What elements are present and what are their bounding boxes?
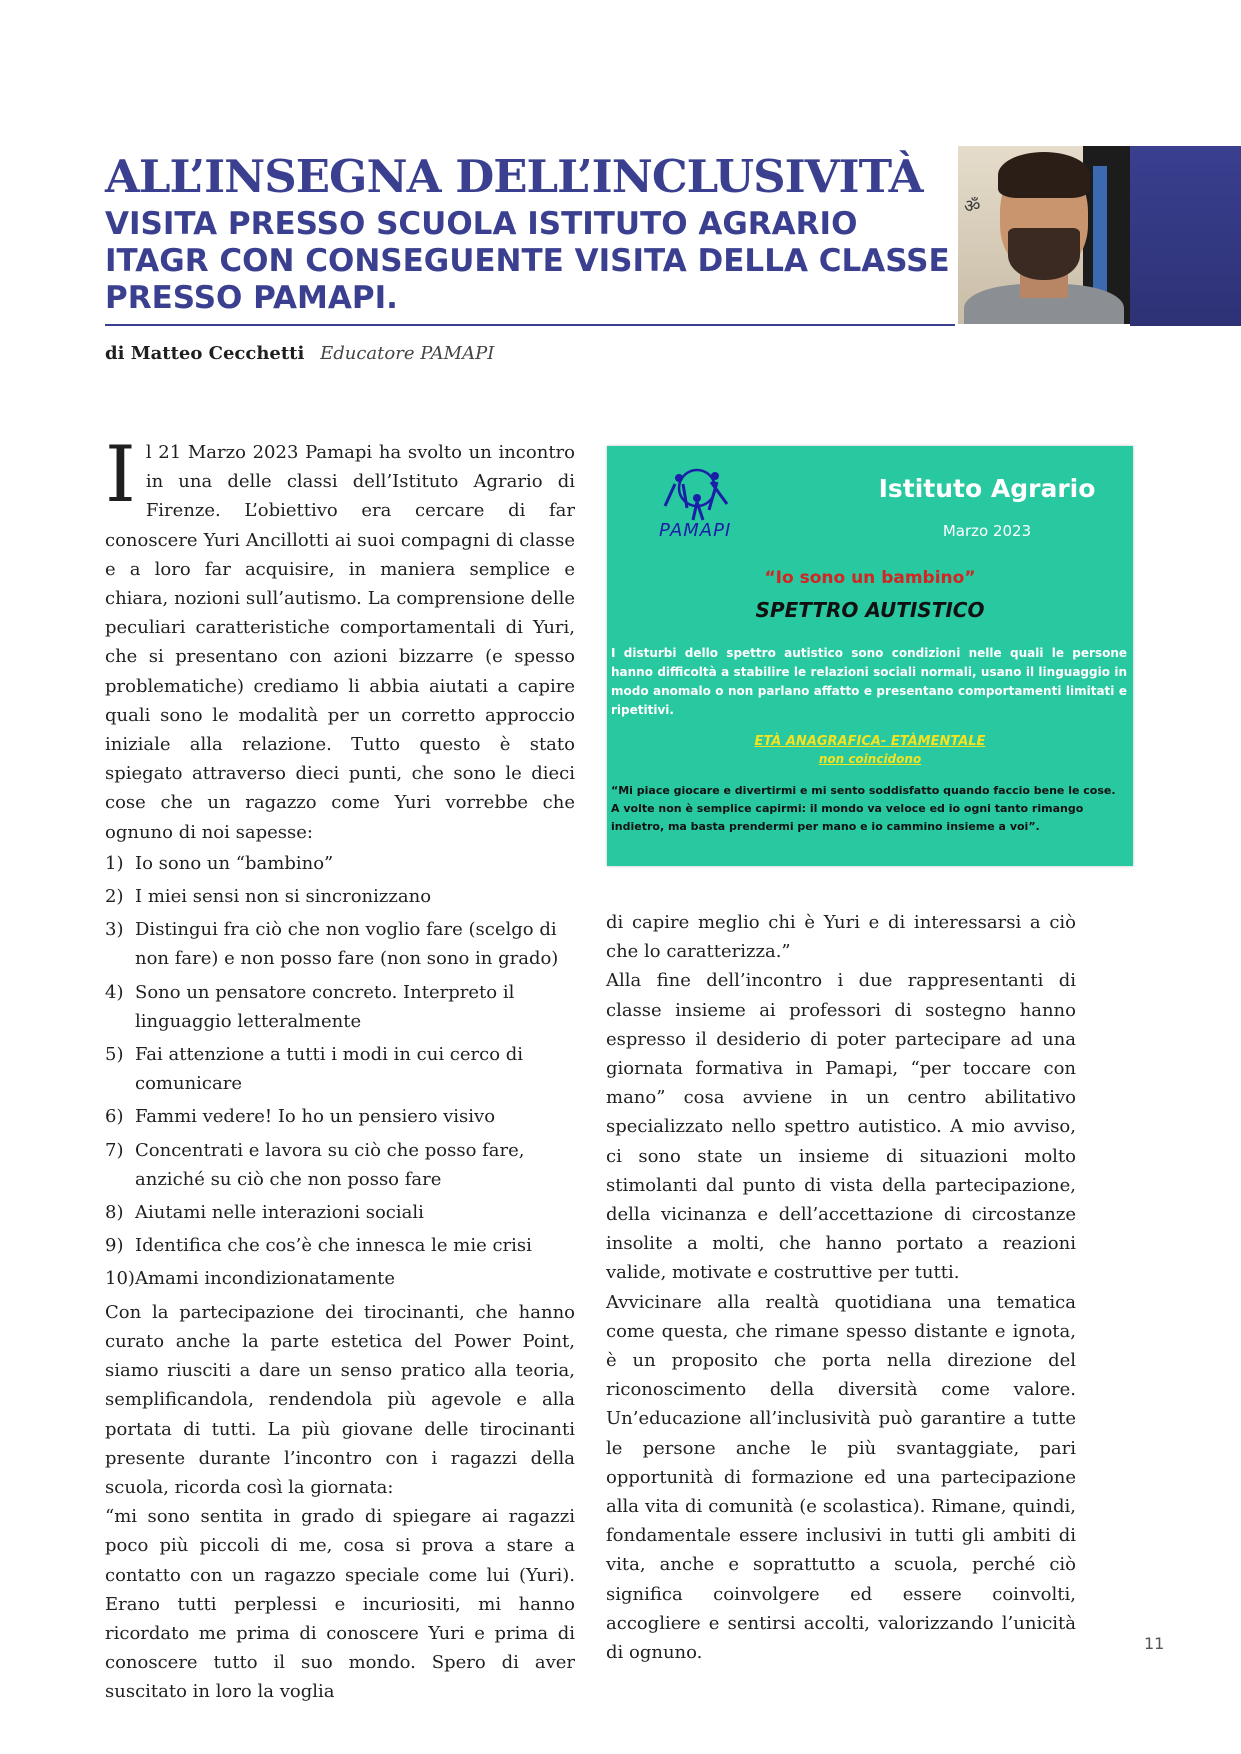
left-column [105, 430, 575, 1707]
list-item-text: Io sono un “bambino” [135, 852, 334, 874]
list-item [105, 1264, 575, 1293]
list-item-number: 9) [105, 1235, 124, 1257]
slide-title: Istituto Agrario [878, 474, 1096, 503]
intro-paragraph [105, 430, 575, 847]
author-role: Educatore PAMAPI [320, 343, 495, 364]
slide-quote: “Io sono un bambino” [764, 568, 976, 588]
list-item-text: I miei sensi non si sincronizzano [135, 886, 432, 908]
photo-hair [998, 152, 1090, 198]
slide-description: I disturbi dello spettro autistico sono condizioni nelle quali le persone hanno difficoltà a stabilire le relazioni sociali normali, usano il linguaggio in modo anomalo o non parlano affatto e presentano comportamenti limitati e ripetitivi. [611, 646, 1127, 717]
pamapi-logo-icon [657, 464, 737, 522]
photo-wall-symbol: ॐ [964, 196, 981, 217]
list-item-number: 6) [105, 1106, 124, 1128]
list-item [105, 978, 575, 1036]
list-item-number: 7) [105, 1139, 124, 1161]
list-item-number: 4) [105, 981, 124, 1003]
list-item-text: Sono un pensatore concreto. Interpreto il linguaggio letteralmente [135, 981, 515, 1032]
slide-heading: SPETTRO AUTISTICO [755, 598, 985, 622]
list-item [105, 849, 575, 878]
list-item [105, 915, 575, 973]
list-item-number: 2) [105, 886, 124, 908]
photo-beard [1008, 228, 1080, 280]
list-item [105, 882, 575, 911]
intro-text: l 21 Marzo 2023 Pamapi ha svolto un incontro in una delle classi dell’Istituto Agrario di Firenze. L’obiettivo era cercare di far conoscere Yuri Ancillotti ai suoi compagni di classe e a loro far acquisire, in maniera semplice e chiara, nozioni sull’autismo. La comprensione delle peculiari caratteristiche comportamentali di Yuri, che si presentano con azioni bizzarre (e spesso problematiche) crediamo li abbia aiutati a capire quali sono le modalità per un corretto approccio iniziale alla relazione. Tutto questo è stato spiegato attraverso dieci punti, che sono le dieci cose che un ragazzo come Yuri vorrebbe che ognuno di noi sapesse: [105, 442, 575, 843]
list-item-text: Fai attenzione a tutti i modi in cui cerco di comunicare [135, 1044, 524, 1095]
page-number: 11 [1144, 1634, 1165, 1653]
list-item-number: 10) [105, 1268, 135, 1290]
slide-age-line: ETÀ ANAGRAFICA- ETÀMENTALE [754, 734, 986, 749]
list-item [105, 1198, 575, 1227]
author-photo [958, 146, 1130, 324]
slide-date: Marzo 2023 [942, 522, 1032, 540]
fine-incontro-paragraph: Alla fine dell’incontro i due rappresentanti di classe insieme ai professori di sostegno hanno espresso il desiderio di poter partecipare ad una giornata formativa in Pamapi, “per toccare con mano” cosa avviene in un centro abilitativo specializzato nello spettro autistico. A mio avviso, ci sono state un insieme di situazioni molto stimolanti dal punto di vista della partecipazione, della vicinanza e dell’accettazione di circostanze insolite a molti, che hanno portato a reazioni valide, motivate e costruttive per tutti. [606, 970, 1076, 1284]
right-column [606, 908, 1076, 1667]
list-item-number: 3) [105, 919, 124, 941]
byline [105, 343, 494, 364]
list-item [105, 1102, 575, 1131]
list-item-text: Aiutami nelle interazioni sociali [135, 1202, 424, 1224]
quote-paragraph: “mi sono sentita in grado di spiegare ai ragazzi poco più piccoli di me, cosa si prova a stare a contatto con un ragazzo speciale come lui (Yuri). Erano tutti perplessi e incuriositi, mi hanno ricordato me prima di conoscere Yuri e prima di conoscere tutto il suo mondo. Spero di aver suscitato in loro la voglia [105, 1506, 575, 1703]
quote-continuation: di capire meglio chi è Yuri e di interessarsi a ciò che lo caratterizza.” [606, 912, 1076, 963]
list-item-text: Concentrati e lavora su ciò che posso fare, anziché su ciò che non posso fare [135, 1139, 525, 1190]
list-item-number: 8) [105, 1202, 124, 1224]
header-divider [105, 324, 955, 326]
powerpoint-slide-image [607, 446, 1133, 866]
slide-logo-text: PAMAPI [659, 520, 732, 541]
list-item-text: Identifica che cos’è che innesca le mie crisi [135, 1235, 532, 1257]
list-item-number: 5) [105, 1044, 124, 1066]
list-item-number: 1) [105, 852, 124, 874]
list-item [105, 1040, 575, 1098]
list-item-text: Fammi vedere! Io ho un pensiero visivo [135, 1106, 496, 1128]
list-item [105, 1231, 575, 1260]
article-title: ALL’INSEGNA DELL’INCLUSIVITÀ [105, 150, 923, 203]
tirocinanti-paragraph: Con la partecipazione dei tirocinanti, che hanno curato anche la parte estetica del Power Point, siamo riusciti a dare un senso pratico alla teoria, semplificandola, rendendola più agevole e alla portata di tutti. La più giovane delle tirocinanti presente durante l’incontro con i ragazzi della scuola, ricorda così la giornata: [105, 1301, 575, 1498]
list-item-text: Amami incondizionatamente [135, 1268, 396, 1290]
article-subtitle: VISITA PRESSO SCUOLA ISTITUTO AGRARIO ITAGR CON CONSEGUENTE VISITA DELLA CLASSE PRESSO PAMAPI. [105, 206, 950, 316]
author-name: di Matteo Cecchetti [105, 343, 305, 364]
ten-points-list [105, 849, 575, 1294]
list-item [105, 1136, 575, 1194]
corner-color-band [1130, 146, 1241, 326]
avvicinare-paragraph: Avvicinare alla realtà quotidiana una tematica come questa, che rimane spesso distante e ignota, è un proposito che porta nella direzione del riconoscimento della diversità come valore. Un’educazione all’inclusività può garantire a tutte le persone anche le più svantaggiate, pari opportunità di formazione ed una partecipazione alla vita di comunità (e scolastica). Rimane, quindi, fondamentale essere inclusivi in tutti gli ambiti di vita, anche e soprattutto a scuola, perché ciò significa coinvolgere ed essere coinvolti, accogliere e sentirsi accolti, valorizzando l’unicità di ognuno. [606, 1291, 1076, 1664]
drop-cap: I [105, 430, 136, 520]
slide-age-subline: non coincidono [818, 752, 922, 766]
slide-quote-body: “Mi piace giocare e divertirmi e mi sento soddisfatto quando faccio bene le cose. A volte non è semplice capirmi: il mondo va veloce ed io ogni tanto rimango indietro, ma basta prendermi per mano e io cammino insieme a voi”. [611, 784, 1116, 833]
list-item-text: Distingui fra ciò che non voglio fare (scelgo di non fare) e non posso fare (non sono in grado) [135, 919, 559, 970]
